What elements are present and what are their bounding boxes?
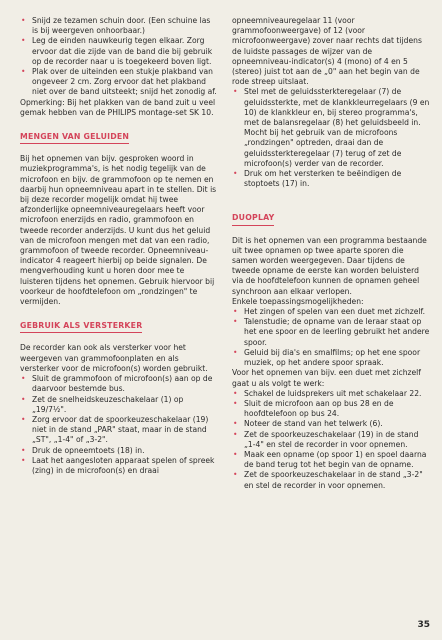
list-item: • Zet de spoorkeuzeschakelaar in de stand „3-2" en stel de recorder in voor opnemen. bbox=[232, 470, 430, 490]
list-item: • Geluid bij dia's en smalfilms; op het ene spoor muziek, op het andere spoor spraak. bbox=[232, 348, 430, 368]
list-item: • Plak over de uiteinden een stukje plakband van ongeveer 2 cm. Zorg ervoor dat het plakband niet over de band uitsteekt; snijd het zonodig af. bbox=[20, 67, 218, 98]
list-item: • Maak een opname (op spoor 1) en spoel daarna de band terug tot het begin van de opname. bbox=[232, 450, 430, 470]
list-item: • Sluit de microfoon aan op bus 28 en de hoofdtelefoon op bus 24. bbox=[232, 399, 430, 419]
list-item: • Sluit de grammofoon of microfoon(s) aan op de daarvoor bestemde bus. bbox=[20, 374, 218, 394]
paragraph: opneemniveauregelaar 11 (voor grammofoonweergave) of 12 (voor microfoonweergave) zover naar rechts dat tijdens de luidste passages de wijzer van de opneemniveau-indicator(s) 4 (mono) of 4 en 5 (stereo) juist tot aan de „0" aan het begin van de rode streep uitslaat. bbox=[232, 16, 422, 87]
paragraph: Bij het opnemen van bijv. gesproken woord in muziekprogramma's, is het nodig tegelijk van de microfoon en bijv. de grammofoon op te nemen en daarbij hun opneemniveau apart in te stellen. Dit is bij deze recorder mogelijk omdat hij twee afzonderlijke opneemniveauregelaars heeft voor microfoon enerzijds en radio, grammofoon en tweede recorder anderzijds. U kunt dus het geluid van de microfoon mengen met dat van een radio, grammofoon of tweede recorder. Opneemniveau-indicator 4 reageert hierbij op beide signalen. De mengverhouding kunt u horen door mee te luisteren tijdens het opnemen. Gebruik hiervoor bij voorkeur de hoofdtelefoon om „rondzingen" te vermijden. bbox=[20, 154, 217, 307]
list-item: • Zet de snelheidskeuzeschakelaar (1) op „19/7½". bbox=[20, 395, 218, 415]
paragraph: De recorder kan ook als versterker voor het weergeven van grammofoonplaten en als versterker voor de microfoon(s) worden gebruikt. bbox=[20, 343, 208, 373]
section-heading-versterker: GEBRUIK ALS VERSTERKER bbox=[20, 321, 142, 333]
list-item: • Het zingen of spelen van een duet met zichzelf. bbox=[232, 307, 430, 317]
list-item: • Talenstudie; de opname van de leraar staat op het ene spoor en de leerling gebruikt het andere spoor. bbox=[232, 317, 430, 348]
left-column bbox=[20, 16, 218, 476]
list-item: • Stel met de geluidssterkteregelaar (7) de geluidssterkte, met de klankkleurregelaars (9 en 10) de klankkleur en, bij stereo programma's, met de balansregelaar (8) het geluidsbeeld in. Mocht bij het gebruik van de microfoons „rondzingen" optreden, draai dan de geluidssterkteregelaar (7) terug of zet de microfoon(s) verder van de recorder. bbox=[232, 87, 430, 169]
examples-intro: Enkele toepassingsmogelijkheden: bbox=[232, 296, 364, 306]
paragraph: Voor het opnemen van bijv. een duet met zichzelf gaat u als volgt te werk: bbox=[232, 368, 421, 388]
list-item: • Zet de spoorkeuzeschakelaar (19) in de stand „1-4" en stel de recorder in voor opnemen. bbox=[232, 430, 430, 450]
list-item: • Druk de opneemtoets (18) in. bbox=[20, 446, 218, 456]
list-item: • Leg de einden nauwkeurig tegen elkaar. Zorg ervoor dat die zijde van de band die bij gebruik op de recorder naar u is toegekeerd boven ligt. bbox=[20, 36, 218, 67]
list-item: • Zorg ervoor dat de spoorkeuzeschakelaar (19) niet in de stand „PAR" staat, maar in de stand „ST", „1-4" of „3-2". bbox=[20, 415, 218, 446]
list-item: • Druk om het versterken te beëindigen de stoptoets (17) in. bbox=[232, 169, 430, 189]
note: Opmerking: Bij het plakken van de band zuit u veel gemak hebben van de PHILIPS montage-set SK 10. bbox=[20, 97, 216, 117]
section-heading-duoplay: DUOPLAY bbox=[232, 213, 274, 225]
list-item: • Snijd ze tezamen schuin door. (Een schuine las is bij weergeven onhoorbaar.) bbox=[20, 16, 218, 36]
paragraph: Dit is het opnemen van een programma bestaande uit twee opnamen op twee aparte sporen die samen worden weergegeven. Daar tijdens de tweede opname de eerste kan worden beluisterd via de hoofdtelefoon kunnen de opnamen geheel synchroon aan elkaar verlopen. bbox=[232, 235, 427, 296]
page-number: 35 bbox=[417, 620, 430, 630]
list-item: • Laat het aangesloten apparaat spelen of spreek (zing) in de microfoon(s) en draai bbox=[20, 456, 218, 476]
list-item: • Noteer de stand van het telwerk (6). bbox=[232, 419, 430, 429]
section-heading-mengen: MENGEN VAN GELUIDEN bbox=[20, 132, 129, 144]
list-item: • Schakel de luidsprekers uit met schakelaar 22. bbox=[232, 389, 430, 399]
right-column bbox=[232, 16, 430, 491]
